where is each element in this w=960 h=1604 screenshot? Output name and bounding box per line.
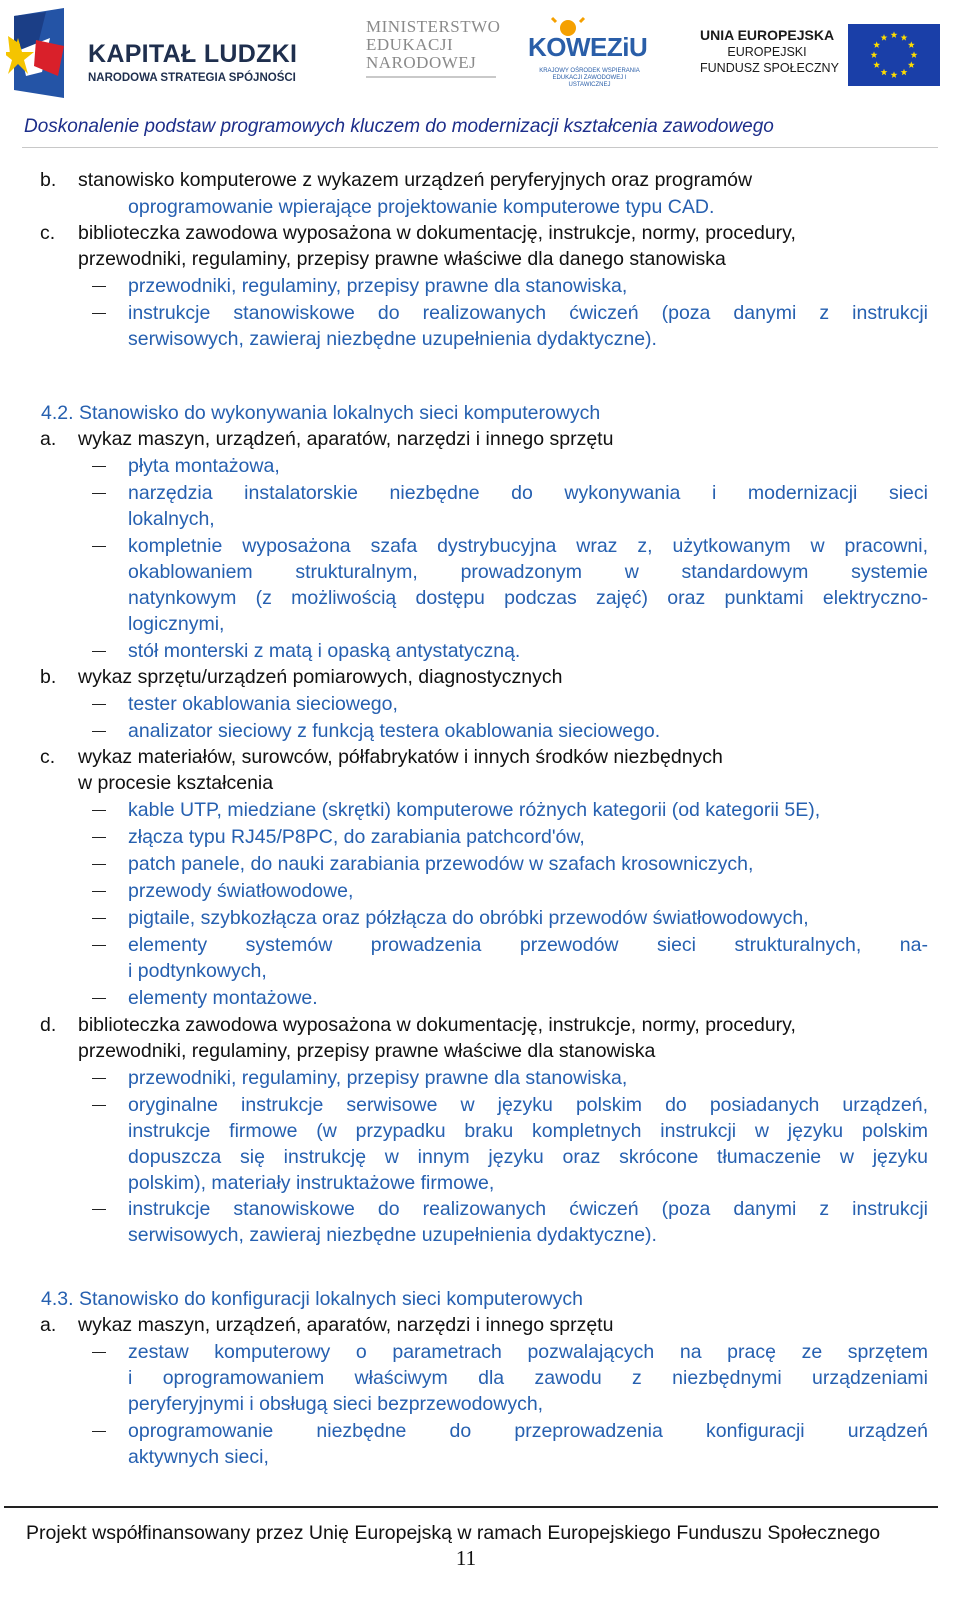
list-item-text: wykaz sprzętu/urządzeń pomiarowych, diagnostycznych <box>78 666 563 688</box>
list-item-text: stanowisko komputerowe z wykazem urządzeń peryferyjnych oraz programów <box>78 169 753 191</box>
ue-line-1: UNIA EUROPEJSKA <box>700 27 835 43</box>
list-item-text: wykaz materiałów, surowców, półfabrykatów i innych środków niezbędnych <box>78 746 723 768</box>
koweziu-wordmark: KOWEZiU <box>528 32 648 62</box>
list-item-text: w procesie kształcenia <box>78 772 274 794</box>
sublist-item-text: dopuszcza się instrukcję w innym języku oraz skrócone tłumaczenie w języku <box>128 1146 928 1168</box>
sublist-item-text: złącza typu RJ45/P8PC, do zarabiania patchcord'ów, <box>128 826 585 848</box>
running-header-title: Doskonalenie podstaw programowych kluczem do modernizacji kształcenia zawodowego <box>24 116 774 137</box>
eu-flag-icon <box>848 24 940 86</box>
sublist-item-text: serwisowych, zawieraj niezbędne uzupełnienia dydaktyczne). <box>128 328 657 350</box>
kapital-ludzki-emblem-icon <box>6 6 86 102</box>
sublist-item-text: przewody światłowodowe, <box>128 880 354 902</box>
kapital-ludzki-subtitle: NARODOWA STRATEGIA SPÓJNOŚCI <box>88 72 296 84</box>
list-marker: b. <box>40 666 57 688</box>
koweziu-logo <box>528 16 648 96</box>
dash-bullet <box>92 1209 106 1210</box>
dash-bullet <box>92 945 106 946</box>
sublist-item-text: tester okablowania sieciowego, <box>128 693 398 715</box>
sublist-item-text: stół monterski z matą i opaską antystatyczną. <box>128 640 521 662</box>
sublist-item-text: instrukcje stanowiskowe do realizowanych ćwiczeń (poza danymi z instrukcji <box>128 1198 928 1220</box>
dash-bullet <box>92 918 106 919</box>
dash-bullet <box>92 313 106 314</box>
footer-divider <box>4 1506 938 1508</box>
section-heading-4-3: 4.3. Stanowisko do konfiguracji lokalnych sieci komputerowych <box>41 1288 583 1310</box>
list-item-text: wykaz maszyn, urządzeń, aparatów, narzędzi i innego sprzętu <box>78 1314 614 1336</box>
unia-europejska-logo <box>700 20 950 90</box>
list-marker: b. <box>40 169 57 191</box>
sublist-item-text: i podtynkowych, <box>128 960 267 982</box>
list-marker: a. <box>40 1314 57 1336</box>
page-number: 11 <box>455 1546 477 1570</box>
dash-bullet <box>92 286 106 287</box>
sublist-item-text: płyta montażowa, <box>128 455 280 477</box>
list-marker: d. <box>40 1014 57 1036</box>
sublist-item-text: elementy systemów prowadzenia przewodów sieci strukturalnych, na- <box>128 934 928 956</box>
sublist-item-text: elementy montażowe. <box>128 987 318 1009</box>
men-underline <box>366 76 496 78</box>
dash-bullet <box>92 998 106 999</box>
sublist-item-text: okablowaniem strukturalnym, prowadzonym w standardowym systemie <box>128 561 928 583</box>
sublist-item-text: natynkowym (z możliwością dostępu podczas zajęć) oraz punktami elektryczno- <box>128 587 928 609</box>
dash-bullet <box>92 466 106 467</box>
sublist-item-text: serwisowych, zawieraj niezbędne uzupełnienia dydaktyczne). <box>128 1224 657 1246</box>
footer-text: Projekt współfinansowany przez Unię Europejską w ramach Europejskiego Funduszu Społecznego <box>26 1522 881 1544</box>
list-item-text: przewodniki, regulaminy, przepisy prawne właściwe dla danego stanowiska <box>78 248 726 270</box>
section-heading-4-2: 4.2. Stanowisko do wykonywania lokalnych sieci komputerowych <box>41 402 601 424</box>
sublist-item-text: pigtaile, szybkozłącza oraz półzłącza do obróbki przewodów światłowodowych, <box>128 907 809 929</box>
sublist-item-text: oprogramowanie wpierające projektowanie komputerowe typu CAD. <box>128 196 715 218</box>
sublist-item-text: przewodniki, regulaminy, przepisy prawne dla stanowiska, <box>128 1067 628 1089</box>
sublist-item-text: patch panele, do nauki zarabiania przewodów w szafach krosowniczych, <box>128 853 754 875</box>
list-marker: c. <box>40 222 56 244</box>
sublist-item-text: aktywnych sieci, <box>128 1446 269 1468</box>
dash-bullet <box>92 704 106 705</box>
dash-bullet <box>92 546 106 547</box>
dash-bullet <box>92 1078 106 1079</box>
men-line-2: EDUKACJI <box>366 35 454 54</box>
list-item-text: biblioteczka zawodowa wyposażona w dokumentację, instrukcje, normy, procedury, <box>78 1014 796 1036</box>
kapital-ludzki-logo <box>6 6 306 102</box>
ministerstwo-logo <box>366 18 506 88</box>
sublist-item-text: oprogramowanie niezbędne do przeprowadzenia konfiguracji urządzeń <box>128 1420 928 1442</box>
sublist-item-text: analizator sieciowy z funkcją testera okablowania sieciowego. <box>128 720 661 742</box>
dash-bullet <box>92 651 106 652</box>
men-line-3: NARODOWEJ <box>366 53 477 72</box>
dash-bullet <box>92 1352 106 1353</box>
list-item-text: wykaz maszyn, urządzeń, aparatów, narzędzi i innego sprzętu <box>78 428 614 450</box>
dash-bullet <box>92 1431 106 1432</box>
sublist-item-text: polskim), materiały instruktażowe firmowe, <box>128 1172 495 1194</box>
ue-text-block <box>700 26 839 76</box>
sublist-item-text: przewodniki, regulaminy, przepisy prawne dla stanowiska, <box>128 275 628 297</box>
koweziu-subtitle: KRAJOWY OŚRODEK WSPIERANIA EDUKACJI ZAWODOWEJ I USTAWICZNEJ <box>539 68 640 88</box>
kapital-ludzki-title: KAPITAŁ LUDZKI <box>88 40 298 68</box>
dash-bullet <box>92 810 106 811</box>
ue-line-2: EUROPEJSKI <box>727 45 807 59</box>
sublist-item-text: peryferyjnymi i obsługą sieci bezprzewodowych, <box>128 1393 544 1415</box>
men-line-1: MINISTERSTWO <box>366 17 501 36</box>
list-item-text: biblioteczka zawodowa wyposażona w dokumentację, instrukcje, normy, procedury, <box>78 222 796 244</box>
dash-bullet <box>92 731 106 732</box>
ue-line-3: FUNDUSZ SPOŁECZNY <box>700 61 839 75</box>
sublist-item-text: narzędzia instalatorskie niezbędne do wykonywania i modernizacji sieci <box>128 482 928 504</box>
dash-bullet <box>92 864 106 865</box>
list-item-text: przewodniki, regulaminy, przepisy prawne właściwe dla stanowiska <box>78 1040 656 1062</box>
sublist-item-text: i oprogramowaniem właściwym dla zawodu z niezbędnymi urządzeniami <box>128 1367 928 1389</box>
dash-bullet <box>92 891 106 892</box>
dash-bullet <box>92 1105 106 1106</box>
header-logos <box>0 0 960 112</box>
dash-bullet <box>92 837 106 838</box>
sublist-item-text: kompletnie wyposażona szafa dystrybucyjna wraz z, użytkowanym w pracowni, <box>128 535 928 557</box>
list-marker: c. <box>40 746 56 768</box>
sublist-item-text: logicznymi, <box>128 613 225 635</box>
sublist-item-text: lokalnych, <box>128 508 215 530</box>
sublist-item-text: oryginalne instrukcje serwisowe w języku polskim do posiadanych urządzeń, <box>128 1094 928 1116</box>
list-marker: a. <box>40 428 57 450</box>
sublist-item-text: kable UTP, miedziane (skrętki) komputerowe różnych kategorii (od kategorii 5E), <box>128 799 821 821</box>
sublist-item-text: zestaw komputerowy o parametrach pozwalających na pracę ze sprzętem <box>128 1341 928 1363</box>
dash-bullet <box>92 493 106 494</box>
header-divider <box>22 147 938 148</box>
sublist-item-text: instrukcje firmowe (w przypadku braku kompletnych instrukcji w języku polskim <box>128 1120 928 1142</box>
sublist-item-text: instrukcje stanowiskowe do realizowanych ćwiczeń (poza danymi z instrukcji <box>128 302 928 324</box>
